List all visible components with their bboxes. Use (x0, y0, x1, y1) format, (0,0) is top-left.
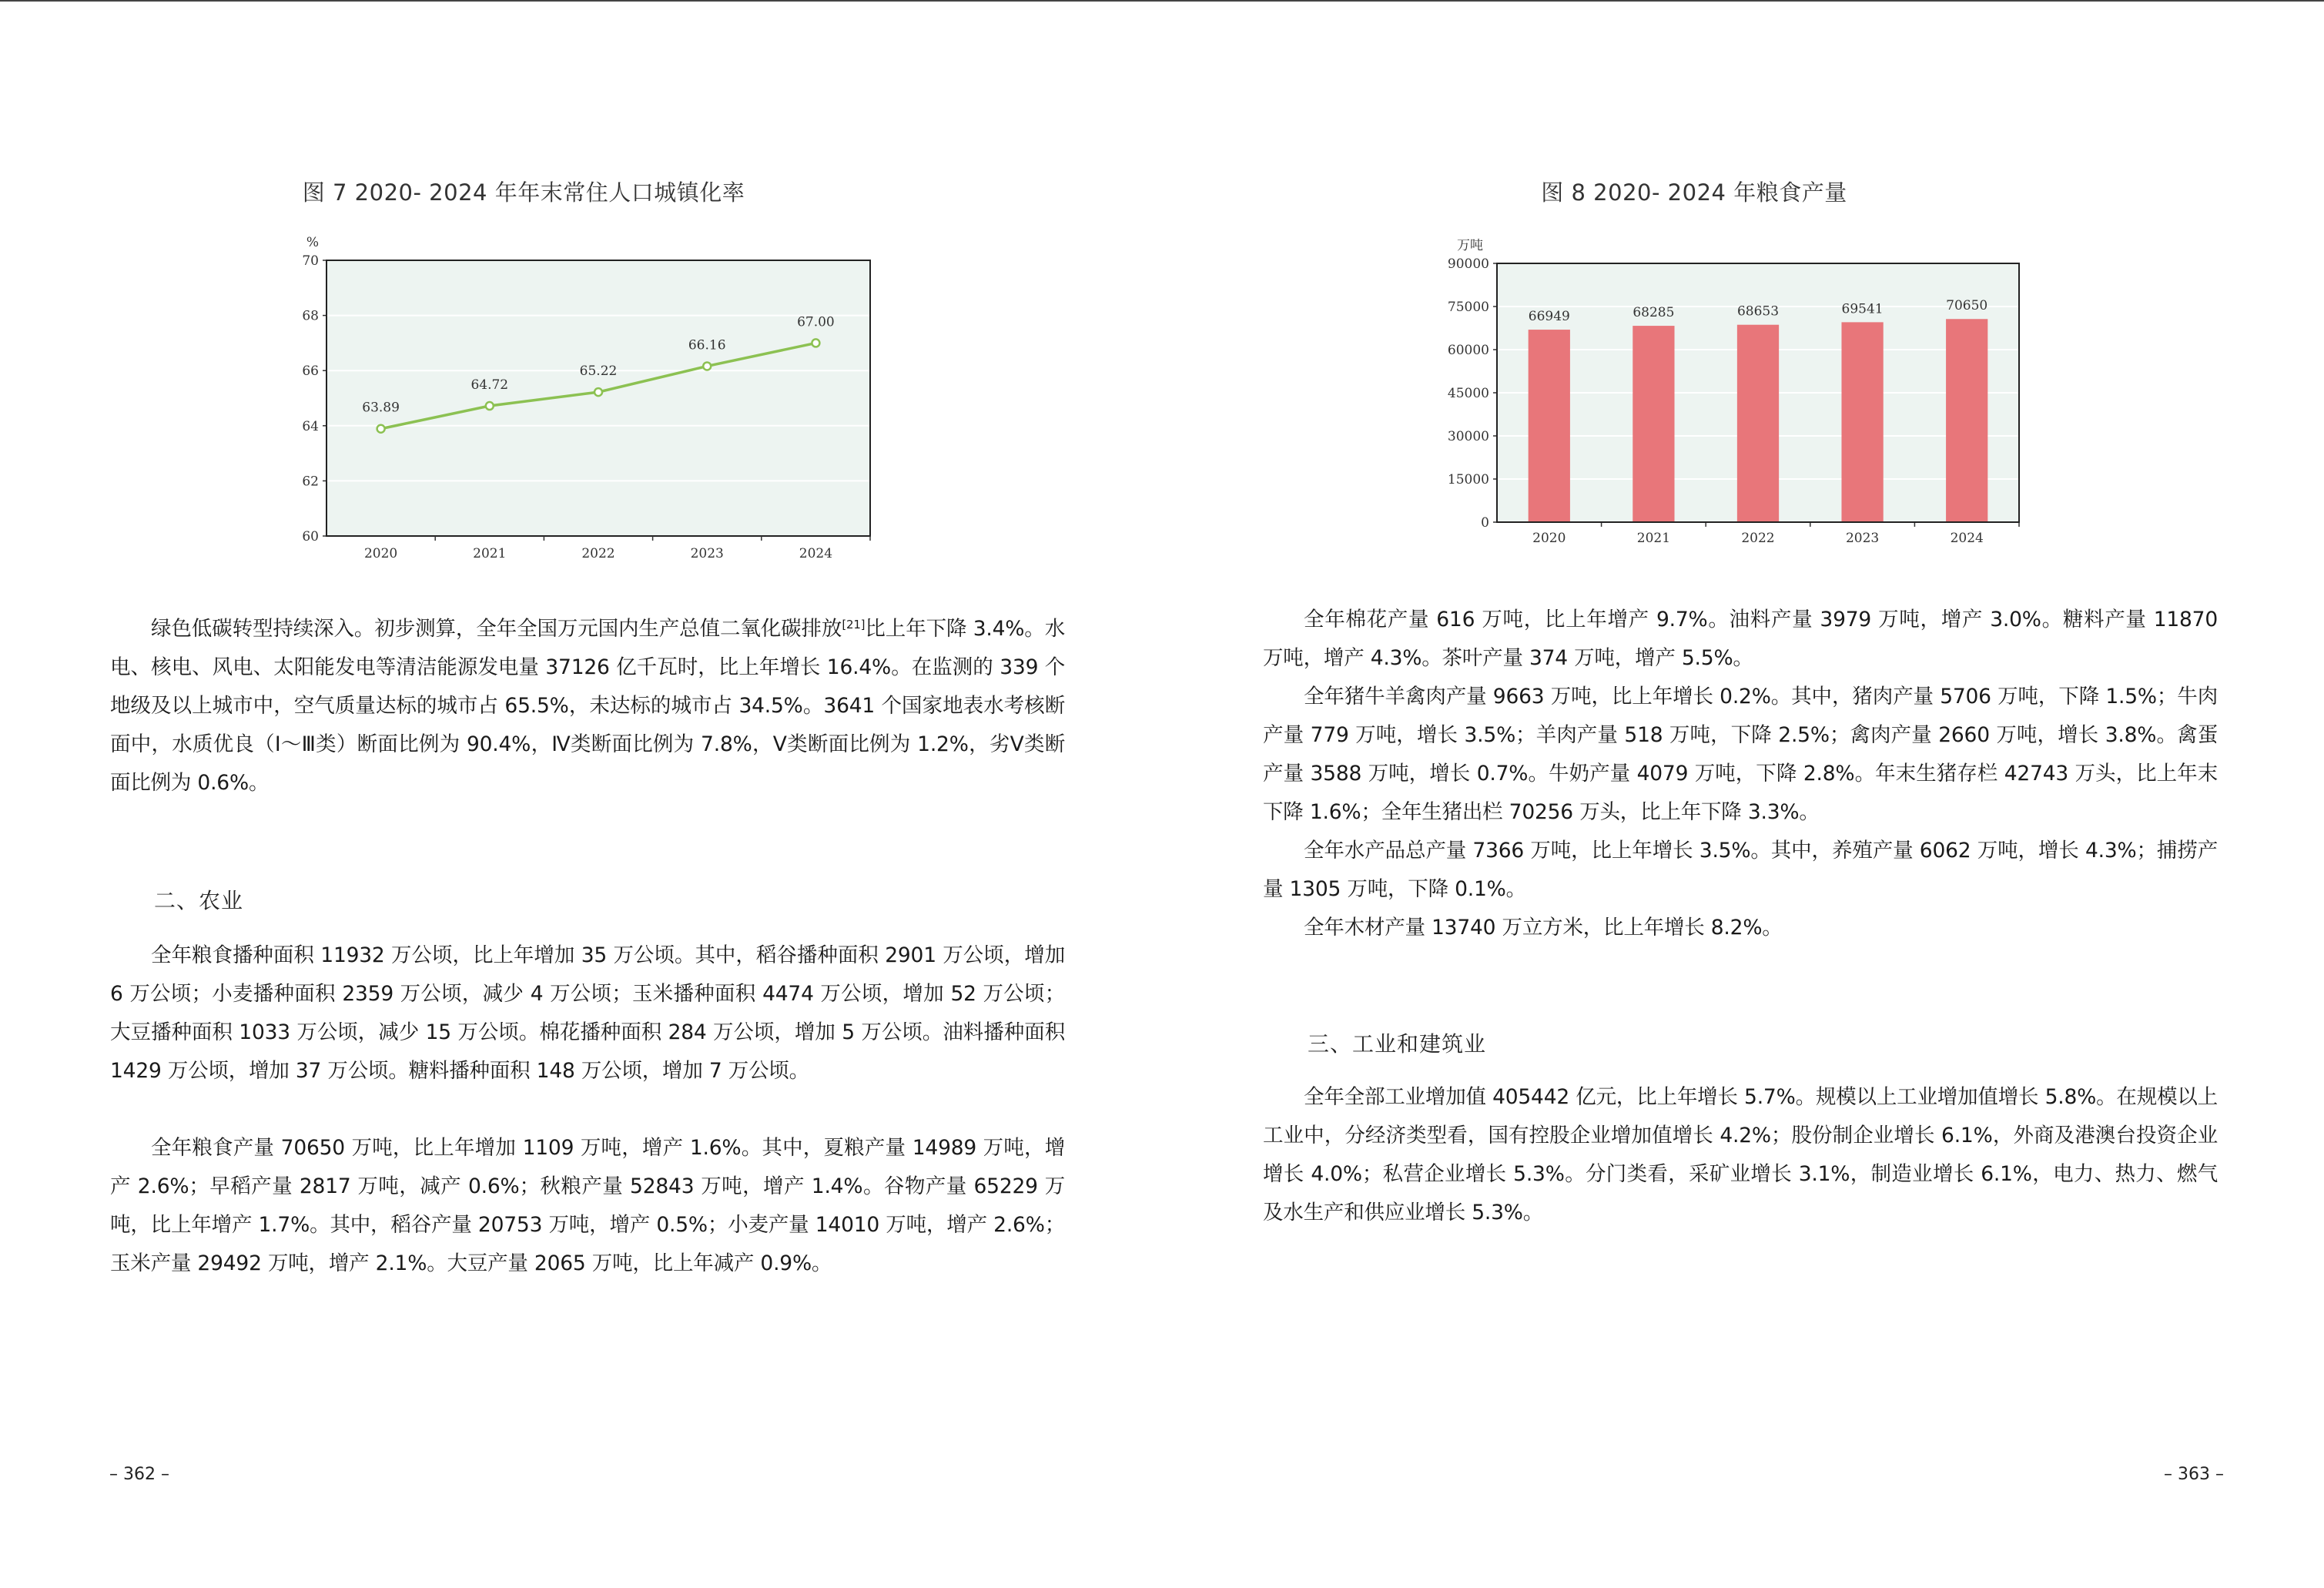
page-number-right: – 363 – (2164, 1465, 2224, 1484)
data-label: 70650 (1946, 298, 1988, 314)
data-label: 64.72 (470, 377, 509, 394)
y-tick-label: 62 (302, 474, 319, 490)
paragraph-grain-output: 全年粮食产量 70650 万吨，比上年增加 1109 万吨，增产 1.6%。其中，夏粮产量 14989 万吨，增产 2.6%；早稻产量 2817 万吨，减产 0.6%；秋粮产量 52843 万吨，增产 1.4%。谷物产量 65229 万吨，比上年增产 1.7%。其中，稻谷产量 20753 万吨，增产 0.5%；小麦产量 14010 万吨，增产 2.6%；玉米产量 29492 万吨，增产 2.1%。大豆产量 2065 万吨，比上年减产 0.9%。 (110, 1136, 1065, 1275)
data-label: 63.89 (362, 400, 400, 416)
data-point (377, 425, 385, 433)
data-label: 69541 (1841, 301, 1884, 317)
y-tick-label: 0 (1481, 515, 1489, 531)
x-tick-label: 2020 (363, 546, 398, 561)
y-axis-unit: % (306, 235, 319, 250)
paragraph-text: 绿色低碳转型持续深入。初步测算，全年全国万元国内生产总值二氧化碳排放 (151, 617, 842, 641)
y-tick-label: 64 (302, 418, 319, 434)
data-point (486, 402, 494, 410)
y-tick-label: 60 (302, 529, 319, 544)
x-tick-label: 2020 (1532, 531, 1566, 546)
section-heading-industry: 三、工业和建筑业 (1308, 1031, 1487, 1057)
paragraph-timber: 全年木材产量 13740 万立方米，比上年增长 8.2%。 (1304, 916, 1783, 940)
data-label: 66949 (1528, 309, 1570, 325)
y-tick-label: 90000 (1447, 256, 1489, 272)
bar-2023 (1841, 322, 1883, 522)
y-tick-label: 70 (302, 253, 319, 269)
footnote-ref: [21] (842, 618, 866, 632)
x-tick-label: 2023 (1845, 531, 1880, 546)
y-tick-label: 66 (302, 363, 319, 380)
page-number-left: – 362 – (109, 1465, 169, 1484)
paragraph-industry: 全年全部工业增加值 405442 亿元，比上年增长 5.7%。规模以上工业增加值增长 5.8%。在规模以上工业中，分经济类型看，国有控股企业增加值增长 4.2%；股份制企业增长 6.1%，外商及港澳台投资企业增长 4.0%；私营企业增长 5.3%。分门类看，采矿业增长 3.1%，制造业增长 6.1%，电力、热力、燃气及水生产和供应业增长 5.3%。 (1263, 1085, 2218, 1225)
figure-8-title: 图 8 2020- 2024 年粮食产量 (1541, 179, 1847, 206)
x-tick-label: 2021 (473, 546, 507, 561)
paragraph-meat-output: 全年猪牛羊禽肉产量 9663 万吨，比上年增长 0.2%。其中，猪肉产量 5706 万吨，下降 1.5%；牛肉产量 779 万吨，增长 3.5%；羊肉产量 518 万吨，下降 2.5%；禽肉产量 2660 万吨，增长 3.8%。禽蛋产量 3588 万吨，增长 0.7%。牛奶产量 4079 万吨，下降 2.8%。年末生猪存栏 42743 万头，比上年末下降 1.6%；全年生猪出栏 70256 万头，比上年下降 3.3%。 (1263, 685, 2218, 824)
bar-2020 (1529, 330, 1570, 522)
urbanization-line-chart (293, 231, 878, 570)
figure-7-title: 图 7 2020- 2024 年年末常住人口城镇化率 (302, 179, 745, 206)
data-point (812, 339, 819, 347)
paragraph-text: 比上年下降 3.4%。水电、核电、风电、太阳能发电等清洁能源发电量 37126 亿千瓦时，比上年增长 16.4%。在监测的 339 个地级及以上城市中，空气质量达标的城市占 65.5%，未达标的城市占 34.5%。3641 个国家地表水考核断面中，水质优良（Ⅰ～Ⅲ类）断面比例为 90.4%，Ⅳ类断面比例为 7.8%，Ⅴ类断面比例为 1.2%，劣Ⅴ类断面比例为 0.6%。 (110, 617, 1065, 795)
y-axis-unit: 万吨 (1457, 238, 1483, 253)
data-label: 68653 (1736, 303, 1780, 320)
x-tick-label: 2024 (799, 546, 833, 561)
bar-2024 (1946, 319, 1987, 522)
plot-area (326, 260, 870, 536)
data-point (703, 362, 711, 370)
section-heading-agriculture: 二、农业 (154, 888, 244, 913)
paragraph-sown-area: 全年粮食播种面积 11932 万公顷，比上年增加 35 万公顷。其中，稻谷播种面积 2901 万公顷，增加 6 万公顷；小麦播种面积 2359 万公顷，减少 4 万公顷；玉米播种面积 4474 万公顷，增加 52 万公顷；大豆播种面积 1033 万公顷，减少 15 万公顷。棉花播种面积 284 万公顷，增加 5 万公顷。油料播种面积 1429 万公顷，增加 37 万公顷。糖料播种面积 148 万公顷，增加 7 万公顷。 (110, 943, 1065, 1083)
data-label: 66.16 (688, 337, 726, 353)
data-label: 68285 (1632, 305, 1675, 321)
paragraph-green-low-carbon (110, 610, 1065, 802)
y-tick-label: 30000 (1447, 429, 1489, 444)
x-tick-label: 2023 (690, 546, 724, 561)
x-tick-label: 2022 (1741, 531, 1775, 546)
y-tick-label: 45000 (1447, 386, 1489, 401)
x-tick-label: 2021 (1636, 531, 1671, 546)
x-tick-label: 2024 (1950, 531, 1984, 546)
grain-output-bar-chart (1448, 231, 2033, 554)
data-label: 65.22 (579, 363, 618, 380)
data-label: 67.00 (797, 314, 835, 330)
data-point (594, 388, 602, 396)
y-tick-label: 15000 (1447, 472, 1489, 487)
y-tick-label: 75000 (1447, 300, 1489, 315)
x-tick-label: 2022 (581, 546, 615, 561)
bar-2021 (1632, 326, 1674, 522)
y-tick-label: 68 (302, 308, 319, 324)
paragraph-cash-crops: 全年棉花产量 616 万吨，比上年增产 9.7%。油料产量 3979 万吨，增产 3.0%。糖料产量 11870 万吨，增产 4.3%。茶叶产量 374 万吨，增产 5.5%。 (1263, 608, 2218, 670)
paragraph-aquatic-products: 全年水产品总产量 7366 万吨，比上年增长 3.5%。其中，养殖产量 6062 万吨，增长 4.3%；捕捞产量 1305 万吨，下降 0.1%。 (1263, 839, 2218, 901)
y-tick-label: 60000 (1447, 343, 1489, 358)
bar-2022 (1737, 325, 1779, 522)
